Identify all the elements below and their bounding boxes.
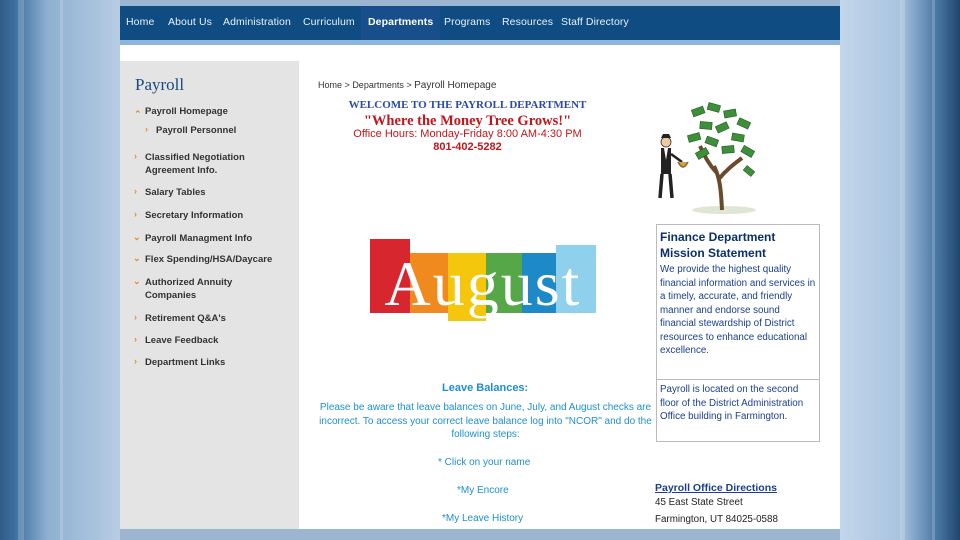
sidebar-item-payroll-managment[interactable]: Payroll Managment Info	[145, 233, 253, 244]
money-tree-image	[652, 98, 762, 218]
welcome-slogan: "Where the Money Tree Grows!"	[363, 113, 572, 129]
nav-programs[interactable]: Programs	[444, 16, 491, 28]
leave-step-2: *My Encore	[457, 485, 509, 496]
chevron-down-icon: ⌄	[133, 253, 141, 263]
chevron-right-icon: ›	[134, 209, 137, 219]
august-banner-image	[370, 231, 596, 321]
leave-balances-text: Please be aware that leave balances on June, July, and August checks are incorrect. To access your correct leave balance log into "NCOR" and do the following steps:	[319, 402, 652, 440]
chevron-up-icon: ⌃	[134, 109, 142, 119]
office-hours: Office Hours: Monday-Friday 8:00 AM-4:30 PM	[353, 128, 582, 140]
payroll-office-directions-link[interactable]: Payroll Office Directions	[655, 482, 777, 494]
chevron-right-icon: ›	[134, 151, 137, 161]
august-banner-letters: August	[384, 248, 582, 319]
sidebar-item-flex-spending[interactable]: Flex Spending/HSA/Daycare	[145, 254, 273, 265]
background-stripe	[60, 0, 63, 540]
sidebar	[120, 61, 299, 529]
nav-staff-directory[interactable]: Staff Directory	[561, 16, 629, 28]
nav-resources[interactable]: Resources	[502, 16, 554, 28]
nav-about-us[interactable]: About Us	[168, 16, 212, 28]
mission-divider	[657, 379, 819, 380]
mission-text: We provide the highest quality financial information and services in a timely, accurate, and friendly manner and endorse sound financial stewardship of District resources to enhance educational excellence.	[660, 264, 816, 356]
sidebar-item-payroll-homepage[interactable]: Payroll Homepage	[145, 106, 228, 117]
nav-departments[interactable]: Departments	[361, 6, 440, 40]
address-line-1: 45 East State Street	[655, 497, 743, 508]
chevron-down-icon: ⌄	[133, 276, 141, 286]
leave-balances-title: Leave Balances:	[442, 382, 529, 394]
leave-step-3: *My Leave History	[442, 513, 524, 524]
chevron-right-icon: ›	[145, 124, 148, 134]
chevron-down-icon: ⌄	[133, 232, 141, 242]
mission-statement-box	[656, 224, 820, 442]
webpage	[120, 6, 840, 529]
sidebar-item-classified-negotiation[interactable]: Classified Negotiation Agreement Info.	[145, 152, 245, 176]
address-line-2: Farmington, UT 84025-0588	[655, 514, 778, 525]
sidebar-item-payroll-personnel[interactable]: Payroll Personnel	[156, 125, 237, 136]
phone-number: 801-402-5282	[433, 141, 502, 153]
breadcrumb-home[interactable]: Home	[318, 80, 343, 90]
sidebar-item-retirement-qa[interactable]: Retirement Q&A's	[145, 313, 226, 324]
nav-administration[interactable]: Administration	[223, 16, 291, 28]
breadcrumb-separator: >	[406, 80, 412, 90]
payroll-location-text: Payroll is located on the second floor of the District Administration Office building in Farmington.	[660, 384, 804, 422]
breadcrumb	[318, 80, 496, 91]
sidebar-item-salary-tables[interactable]: Salary Tables	[145, 187, 206, 198]
chevron-right-icon: ›	[134, 334, 137, 344]
sidebar-title: Payroll	[135, 75, 185, 94]
background-stripe	[18, 0, 24, 540]
breadcrumb-separator: >	[344, 80, 350, 90]
breadcrumb-departments[interactable]: Departments	[352, 80, 404, 90]
background-stripe	[932, 0, 935, 540]
mission-title: Finance Department Mission Statement	[660, 230, 776, 260]
nav-home[interactable]: Home	[126, 16, 155, 28]
nav-curriculum[interactable]: Curriculum	[303, 16, 355, 28]
background-stripe	[900, 0, 905, 540]
leave-step-1: * Click on your name	[438, 457, 531, 468]
sidebar-item-authorized-annuity[interactable]: Authorized Annuity Companies	[145, 277, 233, 301]
chevron-right-icon: ›	[134, 312, 137, 322]
chevron-right-icon: ›	[134, 186, 137, 196]
breadcrumb-current: Payroll Homepage	[414, 80, 497, 91]
welcome-heading: WELCOME TO THE PAYROLL DEPARTMENT	[348, 99, 587, 111]
sidebar-item-secretary-information[interactable]: Secretary Information	[145, 210, 244, 221]
sidebar-item-department-links[interactable]: Department Links	[145, 357, 226, 368]
top-navigation-bar	[120, 6, 840, 45]
chevron-right-icon: ›	[134, 356, 137, 366]
sidebar-item-leave-feedback[interactable]: Leave Feedback	[145, 335, 219, 346]
